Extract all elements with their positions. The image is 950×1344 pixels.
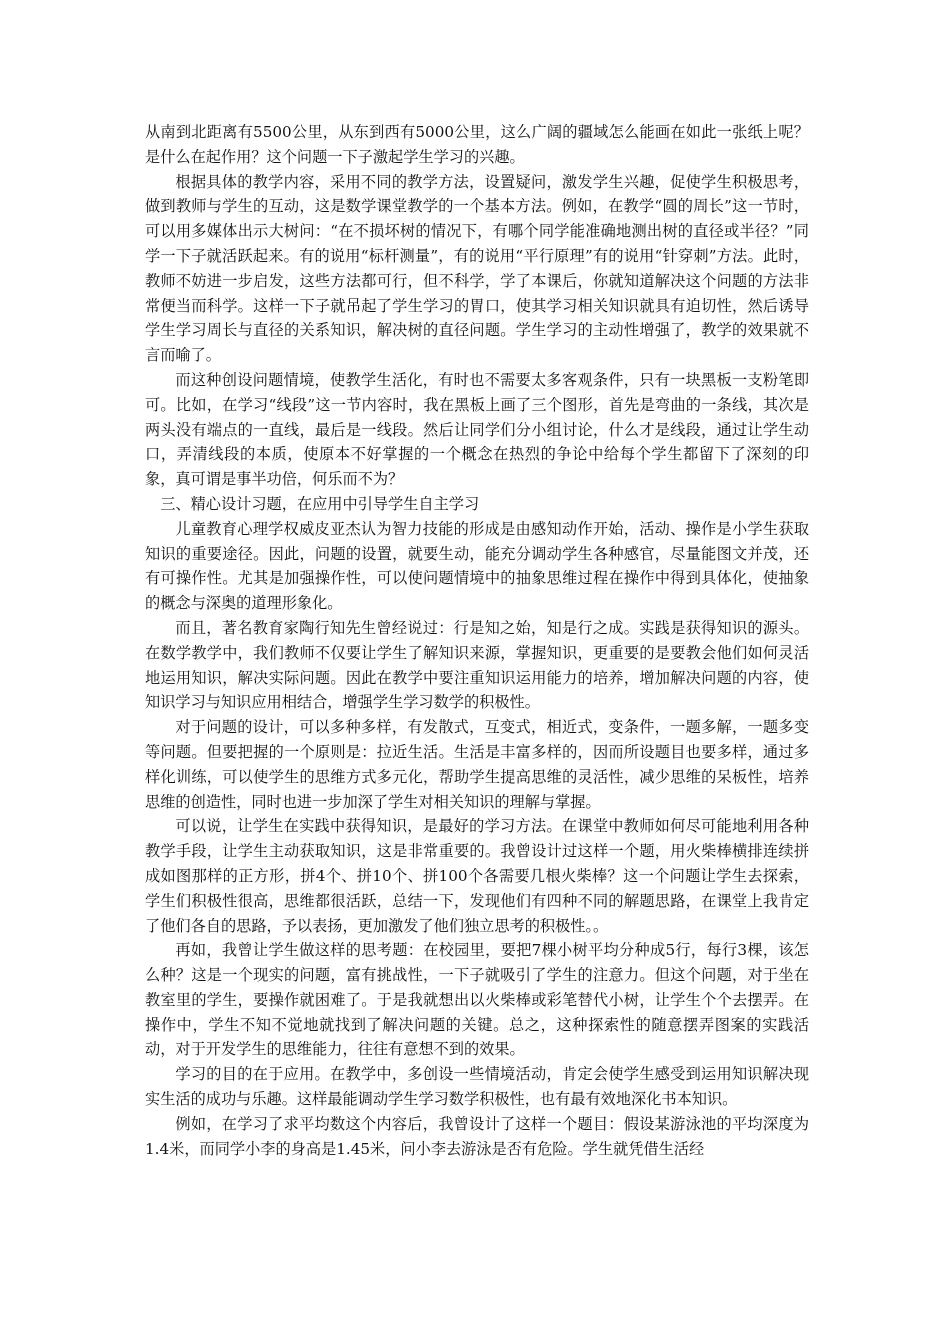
paragraph: 儿童教育心理学权威皮亚杰认为智力技能的形成是由感知动作开始，活动、操作是小学生获取知识的重要途径。因此，问题的设置，就要生动，能充分调动学生各种感官，尽量能图文并茂，还有可操作性。尤其是加强操作性，可以使问题情境中的抽象思维过程在操作中得到具体化，使抽象的概念与深奥的道理形象化。: [145, 519, 809, 613]
paragraph: 可以说，让学生在实践中获得知识，是最好的学习方法。在课堂中教师如何尽可能地利用各种教学手段，让学生主动获取知识，这是非常重要的。我曾设计过这样一个题，用火柴棒横排连续拼成如图那样的正方形，拼4个、拼10个、拼100个各需要几根火柴棒？这一个问题让学生去探索，学生们积极性很高，思维都很活跃，总结一下，发现他们有四种不同的解题思路，在课堂上我肯定了他们各自的思路，予以表扬，更加激发了他们独立思考的积极性。。: [145, 817, 809, 935]
paragraph: 而且，著名教育家陶行知先生曾经说过：行是知之始，知是行之成。实践是获得知识的源头。在数学教学中，我们教师不仅要让学生了解知识来源，掌握知识，更重要的是要教会他们如何灵活地运用知识，解决实际问题。因此在教学中要注重知识运用能力的培养，增加解决问题的内容，使知识学习与知识应用相结合，增强学生学习数学的积极性。: [145, 618, 809, 712]
section-heading: 三、精心设计习题，在应用中引导学生自主学习: [160, 494, 480, 513]
paragraph: 例如，在学习了求平均数这个内容后，我曾设计了这样一个题目：假设某游泳池的平均深度为1.4米，而同学小李的身高是1.45米，问小李去游泳是否有危险。学生就凭借生活经: [145, 1114, 809, 1158]
paragraph-continuation: 从南到北距离有5500公里，从东到西有5000公里，这么广阔的疆域怎么能画在如此一张纸上呢？是什么在起作用？这个问题一下子激起学生学习的兴趣。: [145, 123, 809, 166]
paragraph: 根据具体的教学内容，采用不同的教学方法，设置疑问，激发学生兴趣，促使学生积极思考，做到教师与学生的互动，这是数学课堂教学的一个基本方法。例如，在教学“圆的周长”这一节时，可以用多媒体出示大树问：“在不损坏树的情况下，有哪个同学能准确地测出树的直径或半径？”同学一下子就活跃起来。有的说用“标杆测量”，有的说用“平行原理”有的说用“针穿刺”方法。此时，教师不妨进一步启发，这些方法都可行，但不科学，学了本课后，你就知道解决这个问题的方法非常便当而科学。这样一下子就吊起了学生学习的胃口，使其学习相关知识就具有迫切性，然后诱导学生学习周长与直径的关系知识，解决树的直径问题。学生学习的主动性增强了，教学的效果就不言而喻了。: [145, 172, 809, 365]
paragraph: 而这种创设问题情境，使教学生活化，有时也不需要太多客观条件，只有一块黑板一支粉笔即可。比如，在学习“线段”这一节内容时，我在黑板上画了三个图形，首先是弯曲的一条线，其次是两头没有端点的一直线，最后是一线段。然后让同学们分小组讨论，什么才是线段，通过让学生动口，弄清线段的本质，使原本不好掌握的一个概念在热烈的争论中给每个学生都留下了深刻的印象，真可谓是事半功倍，何乐而不为？: [145, 370, 809, 489]
document-page: [145, 120, 809, 1161]
paragraph: 学习的目的在于应用。在教学中，多创设一些情境活动，肯定会使学生感受到运用知识解决现实生活的成功与乐趣。这样最能调动学生学习数学积极性，也有最有效地深化书本知识。: [145, 1065, 809, 1109]
paragraph: 再如，我曾让学生做这样的思考题：在校园里，要把7棵小树平均分种成5行，每行3棵，该怎么种？这是一个现实的问题，富有挑战性，一下子就吸引了学生的注意力。但这个问题，对于坐在教室里的学生，要操作就困难了。于是我就想出以火柴棒或彩笔替代小树，让学生个个去摆弄。在操作中，学生不知不觉地就找到了解决问题的关键。总之，这种探索性的随意摆弄图案的实践活动，对于开发学生的思维能力，往往有意想不到的效果。: [145, 941, 809, 1059]
paragraph: 对于问题的设计，可以多种多样，有发散式，互变式，相近式，变条件，一题多解，一题多变等问题。但要把握的一个原则是：拉近生活。生活是丰富多样的，因而所设题目也要多样，通过多样化训练，可以使学生的思维方式多元化，帮助学生提高思维的灵活性，减少思维的呆板性，培养思维的创造性，同时也进一步加深了学生对相关知识的理解与掌握。: [145, 718, 809, 811]
